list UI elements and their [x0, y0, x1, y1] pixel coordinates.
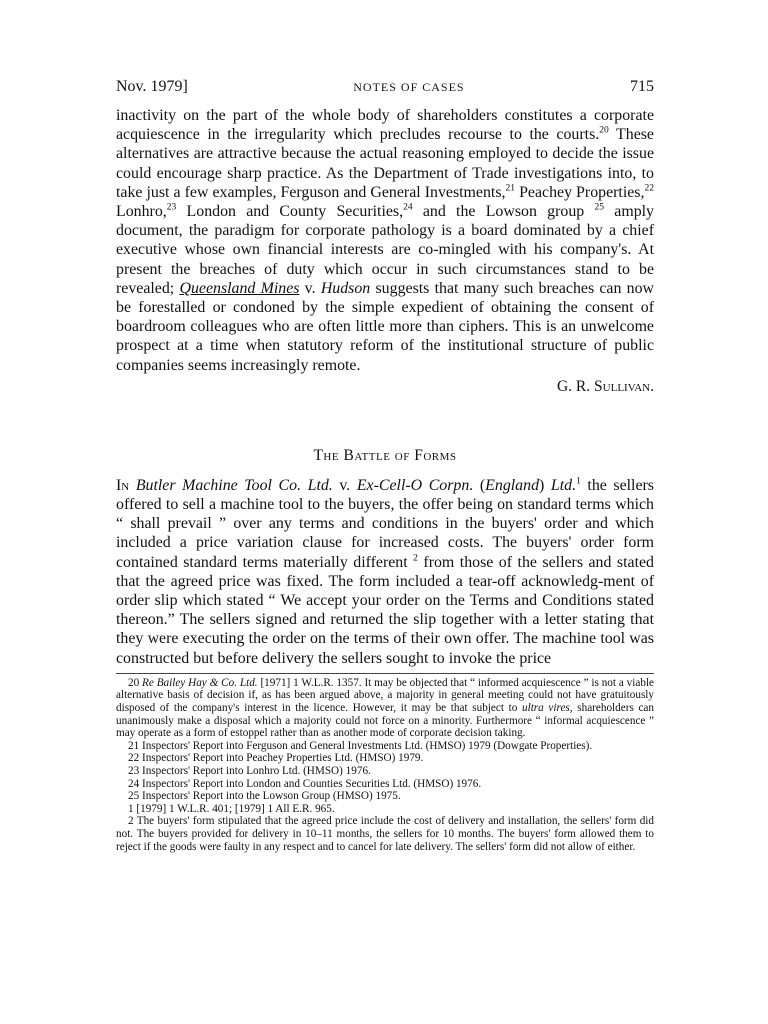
footnote-24: 24 Inspectors' Report into London and Counties Securities Ltd. (HMSO) 1976. [128, 777, 482, 790]
case-name: Hudson [320, 279, 371, 297]
journal-page [116, 78, 654, 853]
footnote-20: 20 Re Bailey Hay & Co. Ltd. [1971] 1 W.L.R. 1357. It may be objected that “ informed acquiescence ” is not a viable alternative basis of decision if, as has been argued above, a majority in general meeting could not have gratuitously disposed of the company's interest in the licence. However, it may be that subject to ultra vires, shareholders can unanimously make a disposal which a majority could not force on a minority. Furthermore “ informal acquiescence ” may operate as a form of estoppel rather than as another mode of corporate decision taking. [116, 676, 654, 740]
footnote-23: 23 Inspectors' Report into Lonhro Ltd. (HMSO) 1976. [128, 765, 371, 778]
footnote-ref: 22 [644, 182, 654, 194]
footnote-25: 25 Inspectors' Report into the Lowson Group (HMSO) 1975. [128, 790, 401, 803]
footnote-ref: 23 [166, 201, 177, 213]
section-paragraph: In Butler Machine Tool Co. Ltd. v. Ex-Cell-O Corpn. (England) Ltd.$^1$ the sellers offered to sell a machine tool to the buyers, the offer being on standard terms which “ shall prevail ” over any terms and conditions in the buyers' order and which included a price variation clause for increased costs. The buyers' order form contained standard terms materially different $^2$ from those of the sellers and stated that the agreed price was fixed. The form included a tear-off acknowledg-ment of order slip which stated “ We accept your order on the Terms and Conditions stated thereon.” The sellers signed and returned the slip together with a letter stating that they were executing the order on the terms of their own offer. The machine tool was constructed but before delivery the sellers sought to invoke the price [116, 475, 654, 667]
page-number: 715 [629, 78, 654, 95]
footnotes [116, 677, 654, 853]
continuation-paragraph: inactivity on the part of the whole body of shareholders constitutes a corporate acquiescence in the irregularity which precludes recourse to the courts.$^{20}$ These alternatives are attractive because the actual reasoning employed to decide the issue could encourage sharp practice. As the Department of Trade investigations into, to take just a few examples, Ferguson and General Investments,$^{21}$ Peachey Properties,$^{22}$ Lonhro,$^{23}$ London and County Securities,$^{24}$ and the Lowson group $^{25}$ amply document, the paradigm for corporate pathology is a board dominated by a chief executive whose own financial interests are co-mingled with his company's. At present the breaches of duty which occur in such circumstances stand to be revealed; Queensland Mines v. Hudson suggests that many such breaches can now be forestalled or condoned by the simple expedient of obtaining the consent of boardroom colleagues who are often little more than ciphers. This is an unwelcome prospect at a time when statutory reform of the institutional structure of public companies seems increasingly remote. [116, 107, 655, 374]
footnote-ref: 1 [576, 475, 581, 487]
footnote-ref: 24 [403, 201, 413, 213]
footnote-1: 1 [1979] 1 W.L.R. 401; [1979] 1 All E.R. 965. [128, 802, 335, 815]
footnote-ref: 20 [599, 124, 609, 136]
section-title: The Battle of Forms [313, 446, 457, 464]
footnote-ref: 25 [594, 201, 605, 213]
author-signature: G. R. Sullivan. [556, 377, 654, 395]
footnote-ref: 21 [505, 182, 516, 194]
case-name: Queensland Mines [179, 279, 300, 297]
footnote-divider [116, 673, 654, 674]
case-name: Ex-Cell-O Corpn. [356, 476, 474, 494]
footnote-ref: 2 [413, 552, 418, 564]
running-title: NOTES OF CASES [353, 80, 465, 94]
footnote-22: 22 Inspectors' Report into Peachey Properties Ltd. (HMSO) 1979. [128, 752, 424, 765]
issue-date: Nov. 1979] [116, 78, 188, 95]
case-name: Butler Machine Tool Co. Ltd. [135, 476, 333, 494]
footnote-21: 21 Inspectors' Report into Ferguson and General Investments Ltd. (HMSO) 1979 (Dowgate Properties). [128, 739, 593, 752]
footnote-2: 2 The buyers' form stipulated that the agreed price include the cost of delivery and installation, the sellers' form did not. The buyers provided for delivery in 10–11 months, the sellers for 10 months. The buyers' form allowed them to reject if the goods were faulty in any respect and to cancel for late delivery. The sellers' form did not allow of either. [116, 815, 654, 853]
running-header [116, 78, 654, 106]
